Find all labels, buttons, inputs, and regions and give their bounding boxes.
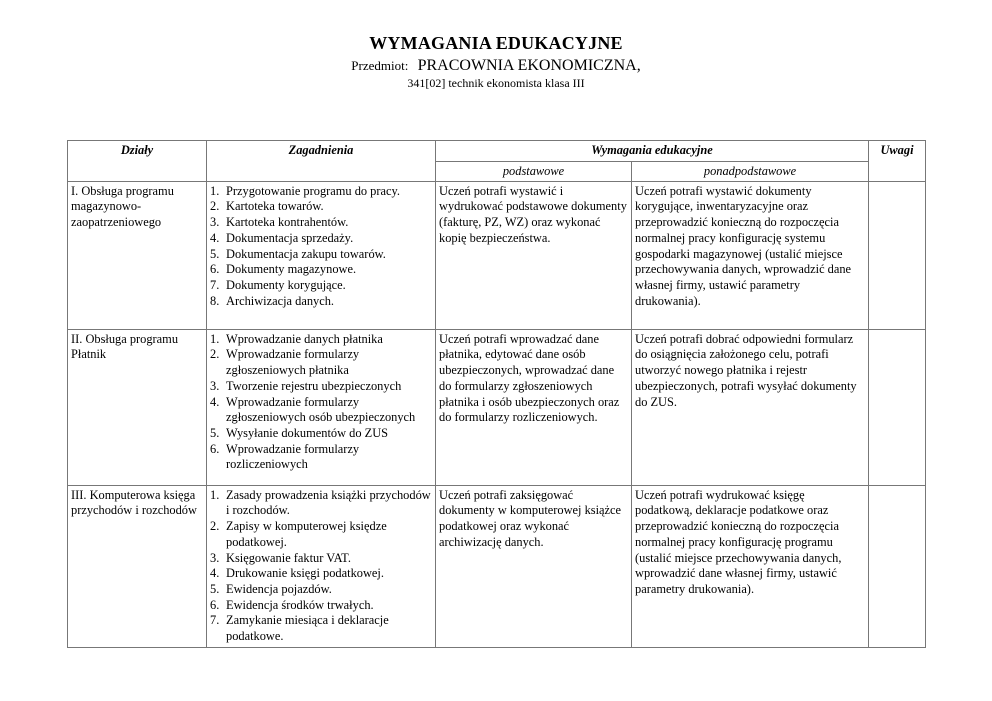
list-item (210, 519, 432, 550)
subject-value: PRACOWNIA EKONOMICZNA, (417, 57, 641, 74)
item-text: Tworzenie rejestru ubezpieczonych (226, 378, 402, 393)
uwagi-cell (869, 485, 926, 647)
list-item (210, 247, 432, 263)
item-text: Wprowadzanie danych płatnika (226, 331, 383, 346)
program-code-line: 341[02] technik ekonomista klasa III (407, 76, 585, 90)
item-number: 6. (210, 597, 220, 612)
document-title: WYMAGANIA EDUKACYJNE (369, 33, 623, 53)
zagadnienia-cell (207, 181, 436, 329)
header-dzialy: Działy (68, 141, 207, 182)
zagadnienia-list (210, 184, 432, 310)
list-item (210, 379, 432, 395)
item-text: Księgowanie faktur VAT. (226, 550, 351, 565)
item-number: 3. (210, 215, 220, 230)
list-item (210, 231, 432, 247)
list-item (210, 215, 432, 231)
header-wymagania: Wymagania edukacyjne (436, 141, 869, 162)
item-text: Dokumentacja sprzedaży. (226, 230, 354, 245)
item-number: 3. (210, 550, 220, 565)
item-text: Zasady prowadzenia książki przychodów i rozchodów. (226, 487, 431, 518)
requirements-table (67, 140, 926, 648)
item-text: Zapisy w komputerowej księdze podatkowej. (226, 519, 387, 549)
header-podstawowe: podstawowe (436, 162, 632, 182)
subject-label: Przedmiot: (351, 58, 409, 73)
item-number: 8. (210, 293, 220, 308)
list-item (210, 488, 432, 519)
uwagi-cell (869, 329, 926, 485)
header-uwagi: Uwagi (869, 141, 926, 182)
item-text: Kartoteka towarów. (226, 199, 324, 214)
item-number: 1. (210, 331, 220, 346)
item-number: 2. (210, 347, 220, 362)
item-number: 1. (210, 183, 220, 198)
ponadpodstawowe-cell: Uczeń potrafi wystawić dokumenty korygujące, inwentaryzacyjne oraz przeprowadzić konieczną do rozpoczęcia normalnej pracy konfigurację systemu gospodarki magazynowej (ustalić miejsce przechowywania danych, wprowadzić dane własnej firmy, ustawić parametry drukowania). (632, 181, 869, 329)
item-number: 4. (210, 394, 220, 409)
list-item (210, 442, 432, 473)
list-item (210, 278, 432, 294)
item-number: 7. (210, 613, 220, 628)
list-item (210, 582, 432, 598)
item-number: 1. (210, 487, 220, 502)
list-item (210, 566, 432, 582)
item-number: 2. (210, 199, 220, 214)
zagadnienia-list (210, 488, 432, 645)
list-item (210, 262, 432, 278)
list-item (210, 199, 432, 215)
item-text: Ewidencja środków trwałych. (226, 597, 374, 612)
zagadnienia-cell (207, 329, 436, 485)
list-item (210, 613, 432, 644)
item-number: 7. (210, 277, 220, 292)
item-text: Wprowadzanie formularzy zgłoszeniowych osób ubezpieczonych (226, 394, 416, 425)
list-item (210, 598, 432, 614)
list-item (210, 294, 432, 310)
item-text: Wprowadzanie formularzy rozliczeniowych (226, 441, 360, 472)
item-text: Zamykanie miesiąca i deklaracje podatkowe. (226, 613, 389, 644)
list-item (210, 184, 432, 200)
subject-line (0, 57, 992, 75)
list-item (210, 426, 432, 442)
item-text: Archiwizacja danych. (226, 293, 335, 308)
item-number: 5. (210, 246, 220, 261)
zagadnienia-list (210, 332, 432, 473)
table-row (68, 181, 926, 329)
zagadnienia-cell (207, 485, 436, 647)
list-item (210, 347, 432, 378)
item-number: 4. (210, 230, 220, 245)
podstawowe-cell: Uczeń potrafi wprowadzać dane płatnika, edytować dane osób ubezpieczonych, wprowadzać dane do formularzy zgłoszeniowych płatnika i osób ubezpieczonych oraz do formularzy rozliczeniowych. (436, 329, 632, 485)
item-text: Przygotowanie programu do pracy. (226, 183, 400, 198)
ponadpodstawowe-cell: Uczeń potrafi wydrukować księgę podatkową, deklaracje podatkowe oraz przeprowadzić konieczną do rozpoczęcia normalnej pracy konfigurację programu (ustalić miejsce przechowywania danych, wprowadzić dane własnej firmy, ustawić parametry drukowania). (632, 485, 869, 647)
item-number: 6. (210, 441, 220, 456)
podstawowe-cell: Uczeń potrafi wystawić i wydrukować podstawowe dokumenty (fakturę, PZ, WZ) oraz wykonać kopię bezpieczeństwa. (436, 181, 632, 329)
item-number: 3. (210, 378, 220, 393)
dzial-cell: I. Obsługa programu magazynowo-zaopatrzeniowego (68, 181, 207, 329)
item-number: 6. (210, 262, 220, 277)
item-text: Wprowadzanie formularzy zgłoszeniowych płatnika (226, 347, 360, 378)
item-text: Ewidencja pojazdów. (226, 581, 332, 596)
item-number: 4. (210, 566, 220, 581)
item-text: Kartoteka kontrahentów. (226, 215, 349, 230)
item-text: Wysyłanie dokumentów do ZUS (226, 425, 389, 440)
list-item (210, 551, 432, 567)
item-text: Dokumenty korygujące. (226, 277, 346, 292)
item-number: 5. (210, 581, 220, 596)
table-header-row (68, 141, 926, 162)
item-number: 5. (210, 425, 220, 440)
item-number: 2. (210, 519, 220, 534)
table-row (68, 485, 926, 647)
header-zagadnienia: Zagadnienia (207, 141, 436, 182)
item-text: Drukowanie księgi podatkowej. (226, 566, 384, 581)
header-ponadpodstawowe: ponadpodstawowe (632, 162, 869, 182)
list-item (210, 332, 432, 348)
podstawowe-cell: Uczeń potrafi zaksięgować dokumenty w komputerowej książce podatkowej oraz wykonać archiwizację danych. (436, 485, 632, 647)
dzial-cell: II. Obsługa programu Płatnik (68, 329, 207, 485)
list-item (210, 395, 432, 426)
table-row (68, 329, 926, 485)
ponadpodstawowe-cell: Uczeń potrafi dobrać odpowiedni formularz do osiągnięcia założonego celu, potrafi utworzyć nowego płatnika i rejestr ubezpieczonych, potrafi wysyłać dokumenty do ZUS. (632, 329, 869, 485)
uwagi-cell (869, 181, 926, 329)
dzial-cell: III. Komputerowa księga przychodów i rozchodów (68, 485, 207, 647)
item-text: Dokumentacja zakupu towarów. (226, 246, 386, 261)
item-text: Dokumenty magazynowe. (226, 262, 357, 277)
